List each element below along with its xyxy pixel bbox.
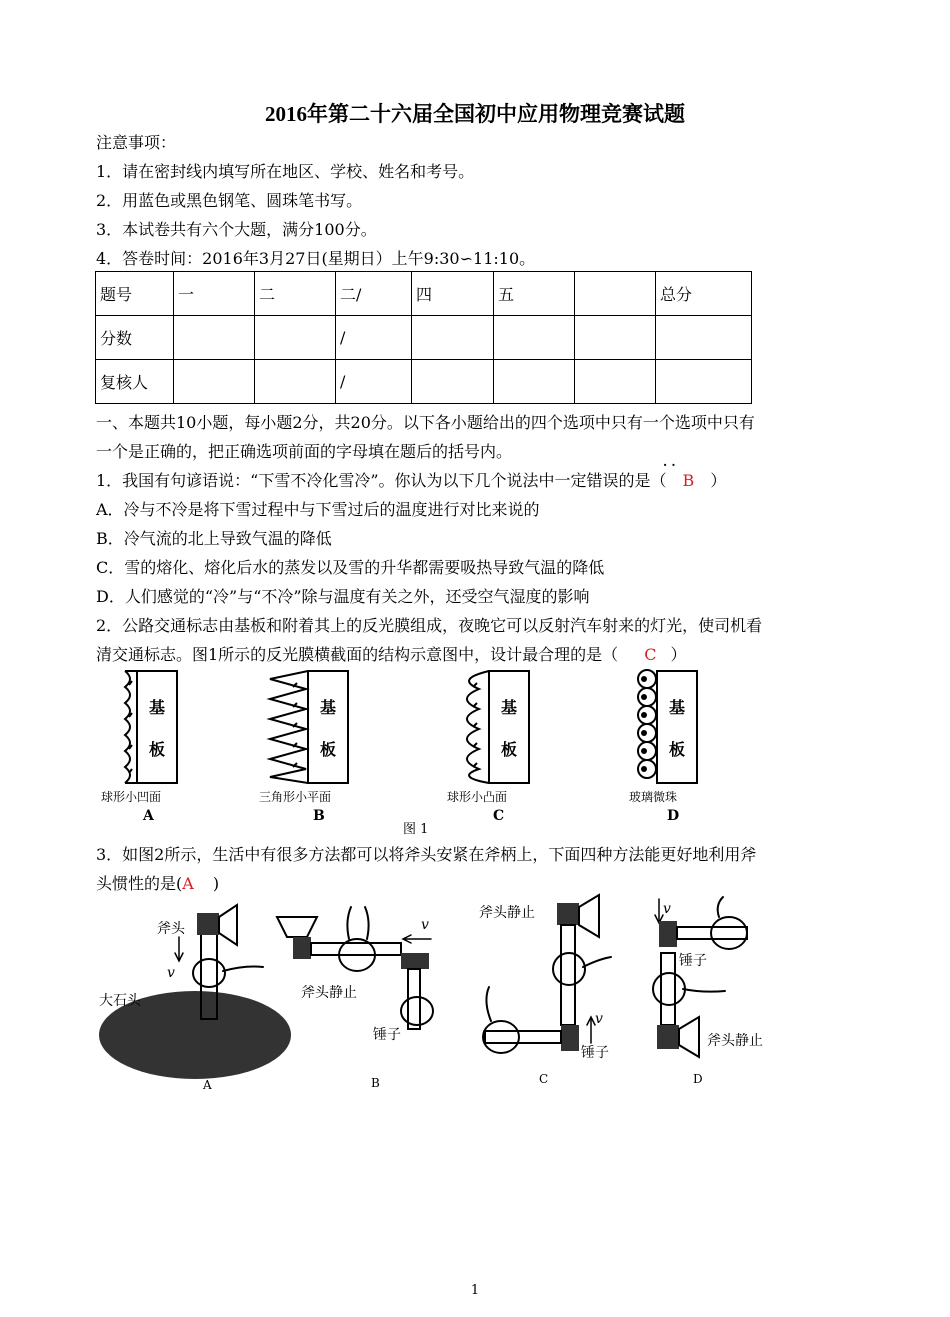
q2-stem-line2 [96, 644, 686, 666]
q1-answer: B [682, 471, 695, 490]
panel-a-label: 球形小凹面 [101, 790, 162, 804]
table-cell[interactable] [494, 360, 575, 404]
axe-head [293, 937, 311, 959]
label-v: v [167, 965, 175, 981]
table-row [96, 316, 752, 360]
axe-handle [311, 943, 401, 955]
board-char-1: 基 [669, 698, 686, 717]
q2-answer: C [644, 645, 657, 664]
label-v: v [595, 1011, 603, 1027]
notes-heading: 注意事项： [96, 133, 177, 152]
label-axe-head: 斧头 [157, 921, 185, 937]
note-item: 1．请在密封线内填写所在地区、学校、姓名和考号。 [96, 162, 475, 181]
table-cell: 分数 [96, 316, 174, 360]
table-cell: 二/ [336, 272, 412, 316]
q1-stem-text: 1．我国有句谚语说：“下雪不冷化雪冷”。你认为以下几个说法中一定错误的是（ [96, 471, 667, 490]
axe-head [557, 903, 579, 925]
panel-c-letter: C [493, 808, 505, 824]
hammer-head [401, 953, 429, 969]
table-cell: 一 [174, 272, 255, 316]
base-board [489, 671, 529, 783]
q3-stem-close: ) [207, 874, 220, 893]
label-axe-still: 斧头静止 [707, 1033, 763, 1049]
fig2-letter-c: C [539, 1072, 549, 1086]
panel-a-letter: A [143, 808, 154, 824]
q1-option-c: C．雪的熔化、熔化后水的蒸发以及雪的升华都需要吸热导致气温的降低 [96, 558, 605, 577]
table-cell[interactable] [412, 316, 494, 360]
table-cell[interactable] [656, 360, 752, 404]
fig2-panel-d [653, 897, 763, 1086]
table-cell [575, 272, 656, 316]
hammer-head [659, 921, 677, 947]
table-cell[interactable] [494, 316, 575, 360]
note-item: 3．本试卷共有六个大题，满分100分。 [96, 220, 377, 239]
fig2-letter-d: D [693, 1072, 703, 1086]
label-rock: 大石头 [99, 993, 141, 1009]
hand-icon [653, 973, 685, 1005]
hammer-handle [485, 1031, 561, 1043]
section-intro: 一个是正确的，把正确选项前面的字母填在题后的括号内。 [96, 442, 513, 461]
note-item: 4．答卷时间：2016年3月27日(星期日）上午9:30∽11:10。 [96, 249, 536, 268]
score-table [95, 271, 752, 404]
table-cell[interactable] [412, 360, 494, 404]
board-char-2: 板 [320, 740, 337, 759]
table-cell: / [336, 316, 412, 360]
fig2-panel-a [99, 905, 291, 1092]
table-row [96, 272, 752, 316]
label-axe-still: 斧头静止 [479, 905, 535, 921]
fig2-letter-a: A [203, 1078, 212, 1092]
hand-icon [193, 959, 225, 987]
table-cell: 题号 [96, 272, 174, 316]
q3-stem-text: 头惯性的是( [96, 874, 183, 893]
note-item: 2．用蓝色或黑色钢笔、圆珠笔书写。 [96, 191, 363, 210]
q1-option-a: A．冷与不冷是将下雪过程中与下雪过后的温度进行对比来说的 [96, 500, 540, 519]
fig2-panel-b [277, 907, 433, 1090]
table-cell: 复核人 [96, 360, 174, 404]
panel-a [101, 671, 177, 824]
table-cell: 二 [255, 272, 336, 316]
table-cell: 总分 [656, 272, 752, 316]
table-cell: 四 [412, 272, 494, 316]
hand-icon [711, 917, 747, 949]
q2-stem-text: 清交通标志。图1所示的反光膜横截面的结构示意图中，设计最合理的是（ [96, 645, 619, 664]
label-hammer: 锤子 [581, 1045, 609, 1061]
page-number: 1 [470, 1283, 480, 1298]
q1-option-b: B．冷气流的北上导致气温的降低 [96, 529, 332, 548]
panel-b-letter: B [313, 808, 325, 824]
page-title: 2016年第二十六届全国初中应用物理竞赛试题 [265, 102, 685, 126]
label-v: v [663, 901, 671, 917]
figure-2 [95, 893, 795, 1093]
axe-head [197, 913, 219, 935]
q3-stem-line1: 3．如图2所示，生活中有很多方法都可以将斧头安紧在斧柄上，下面四种方法能更好地利用斧 [96, 845, 757, 864]
table-cell[interactable] [174, 360, 255, 404]
panel-b-label: 三角形小平面 [259, 790, 332, 804]
board-char-2: 板 [501, 740, 518, 759]
hand-icon [483, 1021, 519, 1053]
board-char-2: 板 [669, 740, 686, 759]
q2-stem-close: ） [670, 645, 687, 664]
label-axe-still: 斧头静止 [301, 985, 357, 1001]
table-row [96, 360, 752, 404]
q1-option-d: D．人们感觉的“冷”与“不冷”除与温度有关之外，还受空气湿度的影响 [96, 587, 590, 606]
panel-d-letter: D [667, 808, 680, 824]
panel-c [447, 671, 529, 824]
board-char-1: 基 [149, 698, 166, 717]
fig2-panel-c [479, 895, 611, 1086]
board-char-1: 基 [501, 698, 518, 717]
hand-icon [401, 997, 433, 1025]
panel-d-label: 玻璃微珠 [629, 790, 678, 804]
base-board [308, 671, 348, 783]
base-board [137, 671, 177, 783]
axe-handle [561, 925, 575, 1025]
table-cell: 五 [494, 272, 575, 316]
section-intro: 一、本题共10小题，每小题2分，共20分。以下各小题给出的四个选项中只有一个选项中只有 [96, 413, 755, 432]
hammer-head [561, 1025, 579, 1051]
table-cell[interactable] [255, 360, 336, 404]
table-cell[interactable] [656, 316, 752, 360]
table-cell[interactable] [575, 316, 656, 360]
panel-c-label: 球形小凸面 [447, 790, 508, 804]
panel-b [259, 671, 348, 824]
board-char-1: 基 [320, 698, 337, 717]
q2-stem-line1: 2．公路交通标志由基板和附着其上的反光膜组成，夜晚它可以反射汽车射来的灯光，使司机看 [96, 616, 763, 635]
panel-d [629, 670, 697, 824]
table-cell: / [336, 360, 412, 404]
emphasis-dots: · · [663, 458, 676, 472]
q1-stem-close: ） [710, 471, 727, 490]
q3-answer: A [182, 874, 194, 893]
fig2-letter-b: B [371, 1076, 380, 1090]
table-cell[interactable] [255, 316, 336, 360]
table-cell[interactable] [575, 360, 656, 404]
figure-1 [95, 665, 735, 837]
q1-stem [96, 470, 726, 492]
label-hammer: 锤子 [373, 1027, 401, 1043]
axe-handle [661, 953, 675, 1025]
board-char-2: 板 [149, 740, 166, 759]
q3-stem-line2 [96, 873, 219, 895]
label-v: v [421, 917, 429, 933]
figure-1-caption: 图 1 [403, 822, 429, 837]
axe-head [657, 1025, 679, 1049]
label-hammer: 锤子 [679, 953, 707, 969]
table-cell[interactable] [174, 316, 255, 360]
hand-icon [553, 953, 585, 985]
base-board [657, 671, 697, 783]
